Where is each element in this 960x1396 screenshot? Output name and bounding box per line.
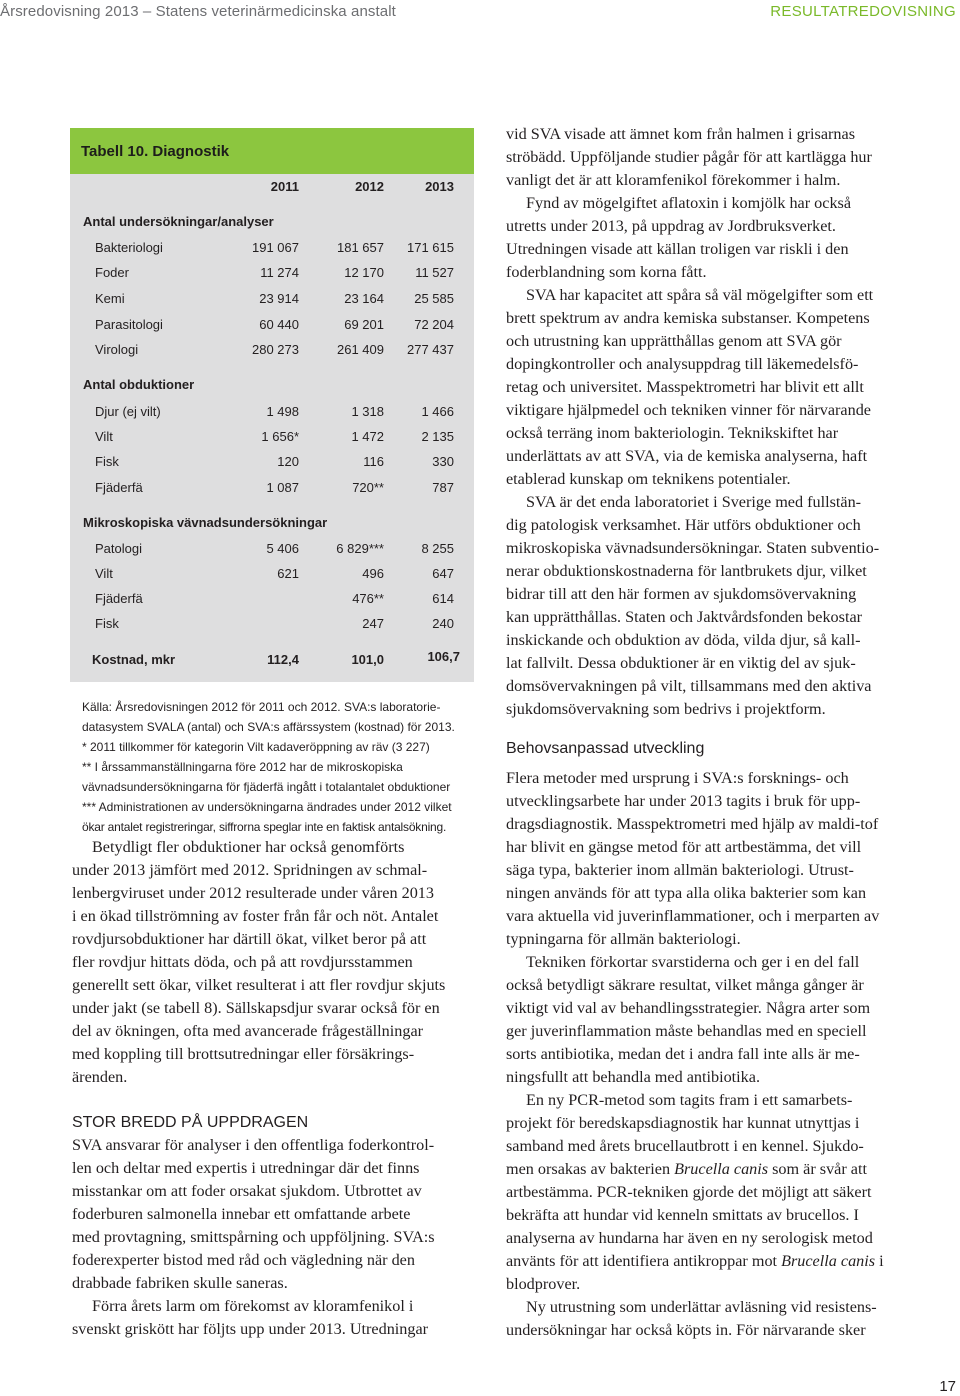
text-line: under 2013 jämfört med 2012. Spridningen av schmal- — [72, 861, 428, 879]
text-line: säga typa, bakterier inom allmän bakteriologi. Utrust- — [506, 861, 854, 879]
text-line: bidrar till att den här formen av sjukdomsövervakning — [506, 585, 857, 603]
cell-2013: 787 — [432, 480, 454, 495]
text-line: rovdjursobduktioner har därtill ökat, vilket beror på att — [72, 930, 427, 948]
row-label: Fjäderfä — [95, 591, 143, 606]
text-line: foderburen salmonella innebar ett omfattande arbete — [72, 1205, 411, 1223]
note-line: Källa: Årsredovisningen 2012 för 2011 och 2012. SVA:s laboratorie- — [82, 700, 441, 714]
cell-2012: 12 170 — [344, 265, 384, 280]
note-line: vävnadsundersökningarna för fjäderfä ingått i totalantalet obduktioner — [82, 780, 451, 794]
text-line: utretts under 2013, på uppdrag av Jordbruksverket. — [506, 217, 836, 235]
diagnostics-table — [70, 128, 474, 682]
note-line: ökar antalet registreringar, siffrorna speglar inte en faktisk antalsökning. — [82, 820, 447, 834]
cell-2013: 2 135 — [421, 429, 454, 444]
text-line: typningarna för allmän bakteriologi. — [506, 930, 741, 948]
year-header-2013: 2013 — [425, 179, 454, 194]
cell-2013: 240 — [432, 616, 454, 631]
species-name: Brucella canis — [674, 1160, 769, 1178]
text-line: viktigt vid val av behandlingsstrategier. Några arter som — [506, 999, 871, 1017]
text-line: dragsdiagnostik. Masspektrometri med hjälp av maldi-tof — [506, 815, 879, 833]
cell-2011: 1 498 — [266, 404, 299, 419]
cell-2012: 6 829*** — [336, 541, 384, 556]
cost-2012: 101,0 — [351, 652, 384, 667]
cell-2012: 116 — [363, 454, 384, 469]
text-line: SVA har kapacitet att spåra så väl mögelgifter som ett — [526, 286, 874, 304]
text-line: domsövervakningen på vilt, tillsammans med den aktiva — [506, 677, 872, 695]
text-fragment: i — [875, 1252, 884, 1270]
text-line: och utrustning kan upprätthållas genom att SVA gör — [506, 332, 842, 350]
text-fragment: men orsakas av bakterien — [506, 1160, 675, 1178]
cell-2011: 23 914 — [259, 291, 299, 306]
text-line: sjukdomsövervakning som bedrivs i projektform. — [506, 700, 826, 718]
text-line: också betydligt säkrare resultat, vilket många gånger är — [506, 976, 864, 994]
running-header-section: RESULTATREDOVISNING — [770, 3, 956, 20]
cell-2013: 277 437 — [407, 342, 454, 357]
text-line: sorts antibiotika, medan det i andra fall inte alls är me- — [506, 1045, 860, 1063]
text-line: med provtagning, smittspårning och uppföljning. SVA:s — [72, 1228, 435, 1246]
cell-2011: 1 656* — [261, 429, 299, 444]
row-label: Fisk — [95, 616, 119, 631]
section-heading: STOR BREDD PÅ UPPDRAGEN — [72, 1114, 309, 1131]
cell-2012: 1 318 — [351, 404, 384, 419]
cell-2011: 5 406 — [266, 541, 299, 556]
text-line: SVA ansvarar för analyser i den offentliga foderkontrol- — [72, 1136, 435, 1154]
species-name: Brucella canis — [781, 1252, 876, 1270]
table-notes — [82, 697, 474, 837]
row-label: Virologi — [95, 342, 139, 357]
text-line — [506, 1252, 884, 1271]
cell-2012: 181 657 — [337, 240, 384, 255]
row-label: Fisk — [95, 454, 119, 469]
text-line: dig patologisk verksamhet. Här utförs obduktioner och — [506, 516, 861, 534]
cell-2012: 69 201 — [344, 317, 384, 332]
row-label: Vilt — [95, 429, 113, 444]
text-line: också terräng inom bakteriologin. Teknikskiftet har — [506, 424, 839, 442]
cell-2012: 261 409 — [337, 342, 384, 357]
text-line: vanligt det är att kloramfenikol förekommer i halm. — [506, 171, 841, 189]
text-line: SVA är det enda laboratoriet i Sverige med fullstän- — [526, 493, 862, 511]
text-line: lat fallvilt. Dessa obduktioner är en viktig del av sjuk- — [506, 654, 856, 672]
text-line: ärenden. — [72, 1068, 128, 1086]
cell-2012: 720** — [352, 480, 384, 495]
row-label: Fjäderfä — [95, 480, 143, 495]
text-line: drabbade fabriken skulle saneras. — [72, 1274, 288, 1292]
row-label: Parasitologi — [95, 317, 163, 332]
text-line: bekräfta att hundar vid kenneln smittats av brucellos. I — [506, 1206, 859, 1224]
text-line: fler rovdjur hittats döda, och på att rovdjursstammen — [72, 953, 413, 971]
text-line: Ny utrustning som underlättar avläsning vid resistens- — [526, 1298, 877, 1316]
cost-2013: 106,7 — [427, 649, 460, 664]
text-line: Fynd av mögelgiftet aflatoxin i komjölk har också — [526, 194, 852, 212]
cell-2012: 247 — [362, 616, 384, 631]
text-line: nerar obduktionskostnaderna för lantbrukets djur, vilket — [506, 562, 867, 580]
text-line: ningen används för att typa alla olika bakterier som kan — [506, 884, 867, 902]
text-line: underlättats av att SVA, via de kemiska analyserna, haft — [506, 447, 868, 465]
cell-2012: 496 — [362, 566, 384, 581]
text-line: analyserna av hundarna har även en ny serologisk metod — [506, 1229, 873, 1247]
note-line: *** Administrationen av undersökningarna ändrades under 2012 vilket — [82, 800, 452, 814]
text-line: har blivit en gängse metod för att artbestämma, det vill — [506, 838, 862, 856]
note-line: ** I årssammanställningarna före 2012 har de mikroskopiska — [82, 760, 403, 774]
text-line: foderexperter bistod med råd och vägledning när den — [72, 1251, 415, 1269]
text-line: projekt för beredskapsdiagnostik har kunnat utnyttjas i — [506, 1114, 860, 1132]
text-line: foderblandning som korna fått. — [506, 263, 707, 281]
text-fragment: använts för att identifiera antikroppar mot — [506, 1252, 782, 1270]
note-line: * 2011 tillkommer för kategorin Vilt kadaveröppning av räv (3 227) — [82, 740, 430, 754]
cell-2011: 60 440 — [259, 317, 299, 332]
text-line: Förra årets larm om förekomst av kloramfenikol i — [92, 1297, 414, 1315]
row-label: Kemi — [95, 291, 125, 306]
text-line: Flera metoder med ursprung i SVA:s forsknings- och — [506, 769, 849, 787]
text-line: ningsfullt att behandla med antibiotika. — [506, 1068, 760, 1086]
cell-2011: 120 — [277, 454, 299, 469]
cell-2013: 330 — [432, 454, 454, 469]
running-header-title: Årsredovisning 2013 – Statens veterinärmedicinska anstalt — [0, 3, 396, 20]
text-line: artbestämma. PCR-tekniken gjorde det möjligt att säkert — [506, 1183, 872, 1201]
text-line: viktigare hjälpmedel och tekniken vinner för närvarande — [506, 401, 871, 419]
text-line: med koppling till brottsutredningar eller försäkrings- — [72, 1045, 415, 1063]
text-line: Utredningen visade att källan troligen var riskli i den — [506, 240, 849, 258]
text-line: retag och universitet. Masspektrometri har blivit ett allt — [506, 378, 864, 396]
cost-2011: 112,4 — [267, 652, 299, 667]
text-line — [506, 1160, 867, 1179]
cell-2011: 11 274 — [260, 265, 299, 280]
section-heading: Antal undersökningar/analyser — [83, 214, 274, 229]
cell-2012: 1 472 — [351, 429, 384, 444]
cell-2012: 23 164 — [344, 291, 384, 306]
text-line: dopingkontroller och analysuppdrag till läkemedelsfö- — [506, 355, 859, 373]
cell-2013: 72 204 — [414, 317, 454, 332]
text-line: len och deltar med expertis i utredningar där det finns — [72, 1159, 420, 1177]
text-line: utvecklingsarbete har under 2013 tagits i bruk för upp- — [506, 792, 861, 810]
year-header-2012: 2012 — [355, 179, 384, 194]
text-line: ströbädd. Uppföljande studier pågår för att kartlägga hur — [506, 148, 872, 166]
text-line: En ny PCR-metod som tagits fram i ett samarbets- — [526, 1091, 853, 1109]
text-line: mikroskopiska vävnadsundersökningar. Staten subventio- — [506, 539, 880, 557]
row-label: Bakteriologi — [95, 240, 163, 255]
text-line: misstankar om att foder orsakat sjukdom. Utbrottet av — [72, 1182, 422, 1200]
cell-2011: 621 — [277, 566, 299, 581]
text-line: generellt sett ökar, vilket resulterat i att fler rovdjur skjuts — [72, 976, 446, 994]
table-title: Tabell 10. Diagnostik — [70, 128, 474, 174]
section-heading: Mikroskopiska vävnadsundersökningar — [83, 515, 328, 530]
cell-2011: 280 273 — [252, 342, 299, 357]
text-line: ger juverinflammation måste behandlas med en speciell — [506, 1022, 867, 1040]
cost-label: Kostnad, mkr — [92, 652, 176, 667]
text-line: undersökningar har också köpts in. För närvarande sker — [506, 1321, 866, 1339]
text-line: i en ökad tillströmning av foster från får och nöt. Antalet — [72, 907, 439, 925]
text-line: kan upprätthållas. Staten och Jaktvårdsfonden bekostar — [506, 608, 863, 626]
text-line: Betydligt fler obduktioner har också genomförts — [92, 838, 405, 856]
text-line: etablerad kunskap om teknikens potentialer. — [506, 470, 791, 488]
cell-2013: 614 — [432, 591, 454, 606]
cell-2013: 11 527 — [415, 265, 454, 280]
row-label: Djur (ej vilt) — [95, 404, 161, 419]
text-line: lenbergviruset under 2012 resulterade under våren 2013 — [72, 884, 434, 902]
row-label: Vilt — [95, 566, 113, 581]
cell-2011: 1 087 — [266, 480, 299, 495]
section-heading: Antal obduktioner — [83, 377, 195, 392]
text-line: svenskt griskött har följts upp under 2013. Utredningar — [72, 1320, 429, 1338]
text-line: brett spektrum av andra kemiska substanser. Kompetens — [506, 309, 870, 327]
text-line: inskickande och obduktion av döda, vilda djur, så kall- — [506, 631, 861, 649]
text-line: vara aktuella vid juverinflammationer, och i merparten av — [506, 907, 880, 925]
row-label: Foder — [95, 265, 129, 280]
cell-2013: 1 466 — [421, 404, 454, 419]
text-line: blodprover. — [506, 1275, 581, 1293]
text-line: Tekniken förkortar svarstiderna och ger i en del fall — [526, 953, 860, 971]
cell-2013: 647 — [432, 566, 454, 581]
text-fragment: som är svår att — [768, 1160, 867, 1178]
cell-2012: 476** — [352, 591, 384, 606]
text-line: under jakt (se tabell 8). Sällskapsdjur svarar också för en — [72, 999, 440, 1017]
text-line: samband med årets brucellautbrott i en kennel. Sjukdo- — [506, 1137, 864, 1155]
cell-2013: 8 255 — [421, 541, 454, 556]
text-line: del av ökningen, ofta med avancerade frågeställningar — [72, 1022, 424, 1040]
cell-2011: 191 067 — [252, 240, 299, 255]
row-label: Patologi — [95, 541, 142, 556]
cell-2013: 171 615 — [407, 240, 454, 255]
text-line: vid SVA visade att ämnet kom från halmen i grisarnas — [506, 125, 856, 143]
cell-2013: 25 585 — [414, 291, 454, 306]
note-line: datasystem SVALA (antal) och SVA:s affärssystem (kostnad) för 2013. — [82, 720, 455, 734]
page-number: 17 — [939, 1378, 956, 1395]
year-header-2011: 2011 — [270, 179, 299, 194]
section-heading: Behovsanpassad utveckling — [506, 740, 705, 757]
